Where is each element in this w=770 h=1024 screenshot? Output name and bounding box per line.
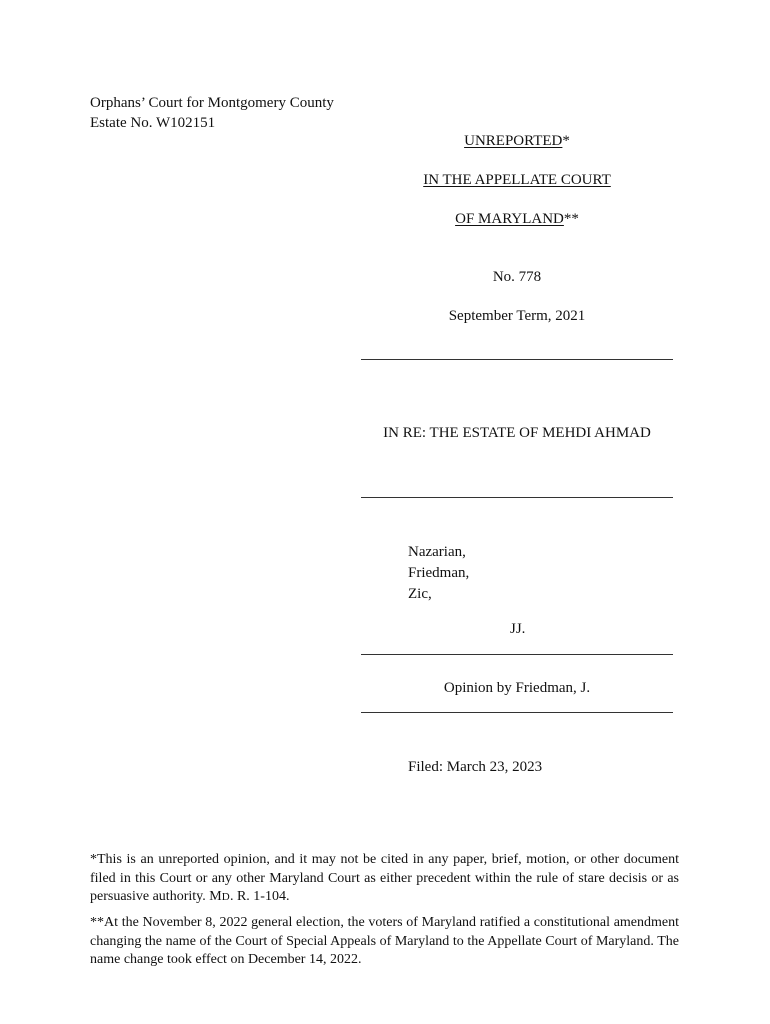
unreported-label: UNREPORTED bbox=[464, 133, 563, 149]
filed-date: Filed: March 23, 2023 bbox=[408, 759, 543, 775]
divider-1 bbox=[361, 359, 673, 360]
footnote-unreported bbox=[90, 851, 679, 907]
divider-4 bbox=[361, 712, 673, 713]
court-origin: Orphans’ Court for Montgomery County bbox=[90, 95, 334, 111]
unreported-heading bbox=[361, 133, 673, 150]
footnote-unreported-text: *This is an unreported opinion, and it may not be cited in any paper, brief, motion, or other document filed in this Court or any other Maryland Court as either precedent within the rule of stare decisis or as persuasive authority. bbox=[90, 852, 679, 904]
court-name-line1-text: IN THE APPELLATE COURT bbox=[423, 172, 611, 188]
case-number: No. 778 bbox=[492, 269, 542, 285]
court-name-line1 bbox=[361, 172, 673, 189]
rule-citation-prefix: M bbox=[209, 889, 222, 904]
estate-number: Estate No. W102151 bbox=[90, 115, 216, 131]
opinion-author: Opinion by Friedman, J. bbox=[443, 680, 591, 696]
footnote-court-rename: **At the November 8, 2022 general election, the voters of Maryland ratified a constitutional amendment changing the name of the Court of Special Appeals of Maryland to the Appellate Court of Maryland. The name change took effect on December 14, 2022. bbox=[90, 915, 679, 967]
court-name-line2 bbox=[361, 211, 673, 228]
court-footnote-mark: ** bbox=[563, 211, 579, 227]
judge-name: Nazarian, bbox=[408, 544, 466, 560]
judge-name: Zic, bbox=[408, 586, 432, 602]
judge-name: Friedman, bbox=[408, 565, 470, 581]
divider-3 bbox=[361, 654, 673, 655]
divider-2 bbox=[361, 497, 673, 498]
rule-citation-smallcaps: D bbox=[221, 891, 230, 903]
term: September Term, 2021 bbox=[448, 308, 586, 324]
unreported-footnote-mark: * bbox=[562, 133, 570, 149]
case-name: IN RE: THE ESTATE OF MEHDI AHMAD bbox=[383, 425, 651, 441]
rule-citation-suffix: . R. 1-104. bbox=[229, 889, 290, 904]
jj-label: JJ. bbox=[510, 621, 526, 637]
judges-list bbox=[408, 542, 469, 605]
court-name-line2-text: OF MARYLAND bbox=[455, 211, 564, 227]
